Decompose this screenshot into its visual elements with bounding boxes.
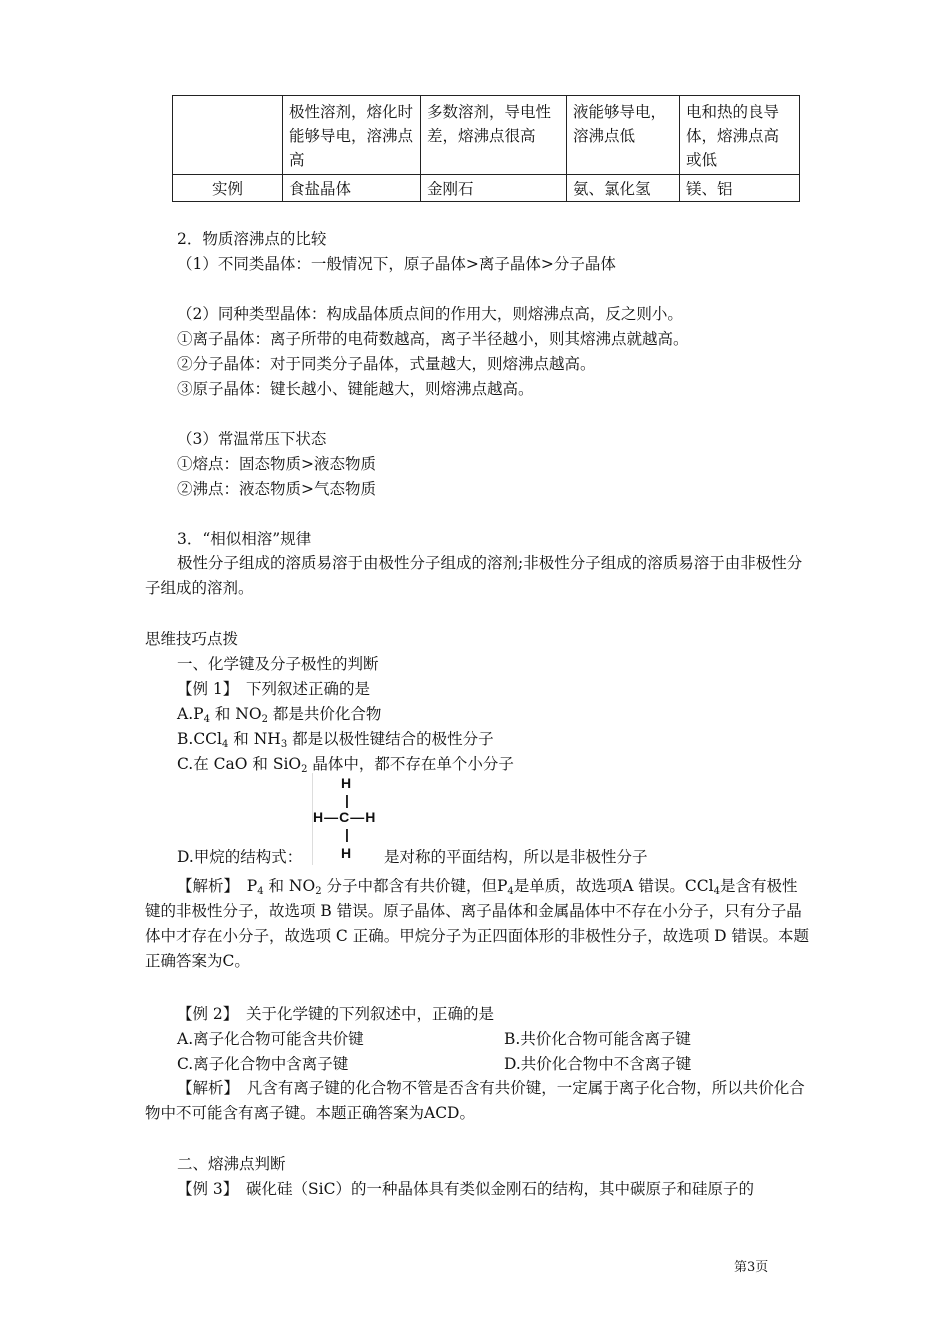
- table-cell: 镁、铝: [680, 175, 800, 202]
- paragraph: ③原子晶体：键长越小、键能越大，则熔沸点越高。: [177, 380, 534, 398]
- table-cell: 液能够导电，溶沸点低: [567, 96, 680, 175]
- page-number: 第3页: [734, 1260, 769, 1275]
- paragraph: ②分子晶体：对于同类分子晶体，式量越大，则熔沸点越高。: [177, 355, 596, 373]
- option-b: B.共价化合物可能含离子键: [504, 1030, 691, 1048]
- crystal-properties-table: [172, 95, 800, 202]
- section-2-title: 2．物质溶沸点的比较: [177, 230, 327, 248]
- table-row: [173, 175, 800, 202]
- option-c: C.在 CaO 和 SiO$_2$ 晶体中，都不存在单个小分子: [177, 755, 514, 775]
- option-c: C.离子化合物中含离子键: [177, 1055, 349, 1073]
- subheading: 二、熔沸点判断: [177, 1155, 286, 1173]
- table-cell: 电和热的良导体，熔沸点高或低: [680, 96, 800, 175]
- paragraph: ②沸点：液态物质>气态物质: [177, 480, 376, 498]
- table-cell: 多数溶剂，导电性差，熔沸点很高: [421, 96, 567, 175]
- skills-heading: 思维技巧点拨: [145, 630, 239, 648]
- table-cell: [173, 96, 283, 175]
- table-cell: 氨、氯化氢: [567, 175, 680, 202]
- option-d: D.甲烷的结构式：: [177, 848, 303, 866]
- subheading: 一、化学键及分子极性的判断: [177, 655, 379, 673]
- table-cell: 金刚石: [421, 175, 567, 202]
- option-d: D.共价化合物中不含离子键: [504, 1055, 692, 1073]
- table-cell: 实例: [173, 175, 283, 202]
- section-3-title: 3．“相似相溶”规律: [177, 530, 312, 548]
- methane-structural-formula: H | H—C—H | H: [312, 773, 383, 865]
- paragraph: （2）同种类型晶体：构成晶体质点间的作用大，则熔沸点高，反之则小。: [177, 305, 683, 323]
- example-2-analysis: 【解析】 凡含有离子键的化合物不管是否含有共价键，一定属于离子化合物，所以共价化合物中不可能含有离子键。本题正确答案为ACD。: [145, 1079, 805, 1122]
- table-row: [173, 96, 800, 175]
- table-cell: 极性溶剂，熔化时能够导电，溶沸点高: [283, 96, 421, 175]
- paragraph: 极性分子组成的溶质易溶于由极性分子组成的溶剂;非极性分子组成的溶质易溶于由非极性分子组成的溶剂。: [145, 554, 803, 597]
- option-a: $A.P_4$ 和 $NO_2$ 都是共价化合物: [177, 705, 382, 725]
- paragraph: ①熔点：固态物质>液态物质: [177, 455, 376, 473]
- example-question: 【例 1】 下列叙述正确的是: [177, 680, 371, 698]
- example-1-analysis: 【解析】 $P_4$ 和 $NO_2$ 分子中都含有共价键，但$P_4$是单质，故选项A 错误。CCl$_4$是含有极性键的非极性分子，故选项 B 错误。原子晶体、离子晶体和金属晶体中不存在小分子，只有分子晶体中才存在小分子，故选项 C 正确。甲烷分子为正四面体形的非极性分子，故选项 D 错误。本题正确答案为C。: [145, 877, 809, 970]
- option-d-continued: 是对称的平面结构，所以是非极性分子: [384, 848, 648, 866]
- table-cell: 食盐晶体: [283, 175, 421, 202]
- paragraph: ①离子晶体：离子所带的电荷数越高，离子半径越小，则其熔沸点就越高。: [177, 330, 689, 348]
- paragraph: （1）不同类晶体：一般情况下，原子晶体>离子晶体>分子晶体: [177, 255, 616, 273]
- option-a: A.离子化合物可能含共价键: [177, 1030, 364, 1048]
- example-question: 【例 2】 关于化学键的下列叙述中，正确的是: [177, 1005, 495, 1023]
- example-question: 【例 3】 碳化硅（SiC）的一种晶体具有类似金刚石的结构，其中碳原子和硅原子的: [177, 1180, 754, 1198]
- paragraph: （3）常温常压下状态: [177, 430, 327, 448]
- option-b: B.CCl$_4$ 和 $NH_3$ 都是以极性键结合的极性分子: [177, 730, 494, 750]
